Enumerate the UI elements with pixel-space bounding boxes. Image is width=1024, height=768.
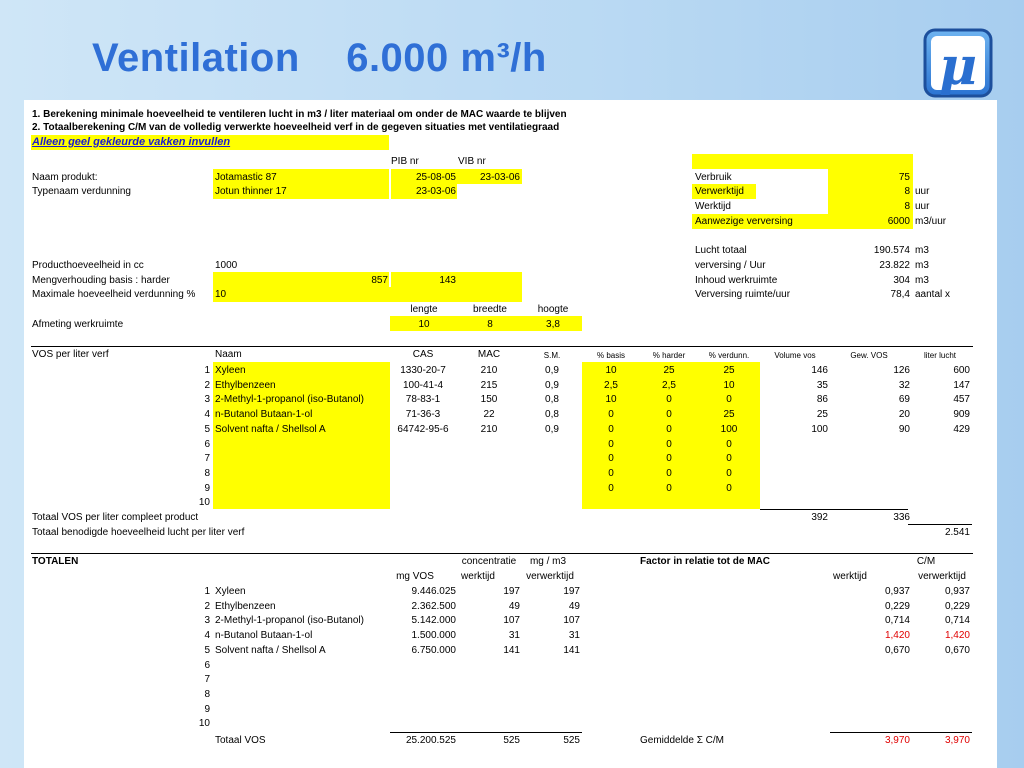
section-divider <box>31 553 973 554</box>
aanwezig-unit: m3/uur <box>915 216 947 227</box>
vos-row-number: 9 <box>204 482 210 494</box>
totalen-row-number: 1 <box>204 586 210 597</box>
total-line <box>456 732 522 733</box>
totalen-row-werktijd: 107 <box>503 615 520 627</box>
vos-col-naam: Naam <box>215 349 242 360</box>
vos-row-naam: n-Butanol Butaan-1-ol <box>215 409 313 421</box>
hoogte-label: hoogte <box>537 304 569 315</box>
totalen-row-mgvos: 1.500.000 <box>411 630 456 642</box>
totalen-row-cm-verwerktijd: 0,714 <box>944 615 970 627</box>
vos-row-mac: 215 <box>480 379 498 391</box>
vos-row-sm: 0,9 <box>545 365 559 376</box>
werktijd-label: Werktijd <box>695 201 731 212</box>
instruction-note: Alleen geel gekleurde vakken invullen <box>32 136 231 148</box>
vos-row-gew: 126 <box>893 365 910 376</box>
totalen-row-cm-verwerktijd: 0,670 <box>944 644 970 656</box>
lucht-totaal-unit: m3 <box>915 245 929 256</box>
totalen-row-mgvos: 5.142.000 <box>411 615 456 627</box>
vos-row-sm: 0,8 <box>545 409 559 421</box>
naam-produkt-value[interactable]: Jotamastic 87 <box>215 172 277 183</box>
lucht-totaal-label: Lucht totaal <box>695 245 747 256</box>
inhoud-unit: m3 <box>915 275 929 286</box>
vos-row-verdunn: 100 <box>720 423 738 435</box>
vos-row-harder: 2,5 <box>662 379 676 391</box>
totalen-row-cm-werktijd: 0,937 <box>884 586 910 597</box>
vos-row-basis: 0 <box>608 467 614 479</box>
right-top-highlight <box>692 154 913 169</box>
vos-row-number: 7 <box>204 453 210 465</box>
vos-row-number: 5 <box>204 423 210 435</box>
vos-row-number: 10 <box>198 497 210 509</box>
verversing-uur-label: verversing / Uur <box>695 260 766 271</box>
totalen-row-verwerktijd: 197 <box>563 586 580 597</box>
totalen-row-number: 3 <box>204 615 210 627</box>
typenaam-value[interactable]: Jotun thinner 17 <box>215 186 287 197</box>
vos-row-basis: 0 <box>608 482 614 494</box>
vos-col-verdunn: % verdunn. <box>708 351 750 360</box>
verwerktijd-unit: uur <box>915 186 930 197</box>
vos-row-liter: 429 <box>953 423 970 435</box>
vos-row-harder: 0 <box>666 482 672 494</box>
blank-cell <box>457 184 522 199</box>
vos-row-harder: 0 <box>666 467 672 479</box>
totalen-title: TOTALEN <box>32 556 79 567</box>
total-line <box>760 509 830 510</box>
vos-col-cas: CAS <box>412 349 434 360</box>
vos-row-liter: 909 <box>953 409 970 421</box>
vos-row-verdunn: 0 <box>726 467 732 479</box>
max-verdunning-value[interactable]: 10 <box>215 289 227 300</box>
vos-row-mac: 210 <box>480 365 498 376</box>
vos-row-naam: Xyleen <box>215 365 246 376</box>
totalen-row-naam: 2-Methyl-1-propanol (iso-Butanol) <box>215 615 364 627</box>
vos-row-mac: 210 <box>480 423 498 435</box>
totalen-row-cm-werktijd: 0,670 <box>884 644 910 656</box>
vos-totaal-gew: 336 <box>893 512 910 523</box>
ruimte-uur-label: Verversing ruimte/uur <box>695 289 791 300</box>
totalen-row-mgvos: 9.446.025 <box>411 586 456 597</box>
vos-totaal-volume: 392 <box>811 512 828 523</box>
slide-title: Ventilation 6.000 m³/h <box>92 36 547 80</box>
totalen-cm-label: C/M <box>916 556 936 567</box>
totalen-row-mgvos: 6.750.000 <box>411 644 456 656</box>
totalen-row-mgvos: 2.362.500 <box>411 600 456 612</box>
totaal-vos-mg: 25.200.525 <box>405 735 456 746</box>
vos-row-number: 6 <box>204 438 210 450</box>
vos-row-basis: 0 <box>608 409 614 421</box>
vos-row-gew: 69 <box>898 394 910 406</box>
lengte-value[interactable]: 10 <box>418 319 430 330</box>
totalen-cm-werktijd-label: werktijd <box>833 571 867 582</box>
lengte-label: lengte <box>410 304 438 315</box>
producthoeveelheid-label: Producthoeveelheid in cc <box>32 260 144 271</box>
vos-row-harder: 0 <box>666 409 672 421</box>
vib-label: VIB nr <box>458 156 486 167</box>
vos-row-number: 1 <box>204 365 210 376</box>
vos-row-liter: 600 <box>953 365 970 376</box>
gemiddelde-label: Gemiddelde Σ C/M <box>640 735 724 746</box>
totalen-row-verwerktijd: 31 <box>568 630 580 642</box>
vos-row-cas: 71-36-3 <box>405 409 441 421</box>
vos-row-basis: 2,5 <box>604 379 618 391</box>
vos-row-volume: 86 <box>816 394 828 406</box>
vos-row-volume: 146 <box>811 365 828 376</box>
verwerktijd-value[interactable]: 8 <box>904 186 910 197</box>
vos-col-mac: MAC <box>477 349 501 360</box>
benodigd-value: 2.541 <box>944 527 970 538</box>
totalen-row-number: 8 <box>204 688 210 700</box>
totalen-row-cm-werktijd: 0,714 <box>884 615 910 627</box>
vos-row-cas: 78-83-1 <box>405 394 441 406</box>
totalen-factor-label: Factor in relatie tot de MAC <box>640 556 771 567</box>
vos-row-naam: Solvent nafta / Shellsol A <box>215 423 326 435</box>
vos-row-gew: 90 <box>898 423 910 435</box>
aanwezig-value[interactable]: 6000 <box>887 216 910 227</box>
verversing-uur-value: 23.822 <box>879 260 910 271</box>
totalen-row-naam: Ethylbenzeen <box>215 600 276 612</box>
vos-row-harder: 0 <box>666 394 672 406</box>
gemiddelde-werktijd: 3,970 <box>884 735 910 746</box>
total-line <box>522 732 582 733</box>
breedte-label: breedte <box>473 304 507 315</box>
totalen-row-naam: n-Butanol Butaan-1-ol <box>215 630 313 642</box>
vos-row-gew: 32 <box>898 379 910 391</box>
naam-vib[interactable]: 23-03-06 <box>479 172 520 183</box>
totalen-row-number: 4 <box>204 630 210 642</box>
ruimte-uur-unit: aantal x <box>915 289 951 300</box>
mu-logo-icon <box>922 27 994 99</box>
vos-row-naam: Ethylbenzeen <box>215 379 276 391</box>
totalen-row-verwerktijd: 107 <box>563 615 580 627</box>
totalen-row-number: 9 <box>204 703 210 715</box>
vos-row-sm: 0,9 <box>545 379 559 391</box>
vos-row-harder: 0 <box>666 423 672 435</box>
vos-row-number: 8 <box>204 467 210 479</box>
vos-row-volume: 100 <box>811 423 828 435</box>
verbruik-label: Verbruik <box>695 172 732 183</box>
pib-label: PIB nr <box>391 156 419 167</box>
vos-row-number: 2 <box>204 379 210 391</box>
vos-row-number: 3 <box>204 394 210 406</box>
totaal-vos-wt: 525 <box>503 735 520 746</box>
totalen-verwerktijd-label: verwerktijd <box>526 571 574 582</box>
total-line <box>830 509 908 510</box>
vos-row-basis: 0 <box>608 453 614 465</box>
totalen-row-number: 6 <box>204 659 210 671</box>
vos-row-mac: 150 <box>480 394 498 406</box>
typenaam-pib[interactable]: 23-03-06 <box>415 186 456 197</box>
inhoud-label: Inhoud werkruimte <box>695 275 778 286</box>
logo-glyph: μ <box>938 36 978 97</box>
totalen-row-number: 10 <box>198 718 210 730</box>
meng-basis[interactable]: 857 <box>371 275 388 286</box>
vos-row-mac: 22 <box>483 409 495 421</box>
verversing-uur-unit: m3 <box>915 260 929 271</box>
breedte-value[interactable]: 8 <box>487 319 493 330</box>
spreadsheet <box>24 100 997 768</box>
totalen-row-werktijd: 31 <box>508 630 520 642</box>
vos-row-basis: 0 <box>608 423 614 435</box>
totalen-row-werktijd: 49 <box>508 600 520 612</box>
header-line-1: 1. Berekening minimale hoeveelheid te ventileren lucht in m3 / liter materiaal om onder de MAC waarde te blijven <box>32 109 567 120</box>
gemiddelde-verwerktijd: 3,970 <box>944 735 970 746</box>
total-line <box>908 732 972 733</box>
vos-col-gew: Gew. VOS <box>850 351 888 360</box>
vos-row-sm: 0,9 <box>545 423 559 435</box>
header-line-2: 2. Totaalberekening C/M van de volledig verwerkte hoeveelheid verf in de gegeven situaties met ventilatiegraad <box>32 122 560 133</box>
naam-pib[interactable]: 25-08-05 <box>415 172 456 183</box>
totalen-werktijd-label: werktijd <box>461 571 495 582</box>
vos-row-cas: 1330-20-7 <box>400 365 446 376</box>
vos-row-harder: 0 <box>666 453 672 465</box>
benodigd-label: Totaal benodigde hoeveelheid lucht per liter verf <box>32 527 245 538</box>
vos-row-basis: 10 <box>605 365 617 376</box>
vos-row-verdunn: 25 <box>723 409 735 421</box>
total-line <box>830 732 908 733</box>
vos-row-naam: 2-Methyl-1-propanol (iso-Butanol) <box>215 394 364 406</box>
typenaam-label: Typenaam verdunning <box>32 186 131 197</box>
vos-row-liter: 457 <box>953 394 970 406</box>
vos-row-verdunn: 10 <box>723 379 735 391</box>
meng-harder[interactable]: 143 <box>439 275 456 286</box>
vos-row-verdunn: 0 <box>726 394 732 406</box>
cell-gap <box>389 272 391 287</box>
vos-row-basis: 10 <box>605 394 617 406</box>
totaal-vos-label: Totaal VOS <box>215 735 266 746</box>
vos-row-volume: 35 <box>816 379 828 391</box>
vos-row-verdunn: 0 <box>726 453 732 465</box>
vos-col-volume: Volume vos <box>774 351 816 360</box>
totalen-mgm3-label: mg / m3 <box>529 556 567 567</box>
totalen-row-number: 5 <box>204 644 210 656</box>
totalen-row-verwerktijd: 141 <box>563 644 580 656</box>
vos-row-cas: 64742-95-6 <box>397 423 449 435</box>
totalen-conc-label: concentratie <box>461 556 517 567</box>
totalen-row-naam: Xyleen <box>215 586 246 597</box>
total-line <box>908 524 972 525</box>
vos-col-sm: S.M. <box>543 351 561 360</box>
vos-row-basis: 0 <box>608 438 614 450</box>
verbruik-value[interactable]: 75 <box>898 172 910 183</box>
verwerktijd-label: Verwerktijd <box>695 186 744 197</box>
totalen-row-cm-verwerktijd: 0,229 <box>944 600 970 612</box>
vos-title: VOS per liter verf <box>32 349 109 360</box>
vos-row-harder: 0 <box>666 438 672 450</box>
total-line <box>390 732 456 733</box>
inhoud-value: 304 <box>893 275 910 286</box>
totalen-row-werktijd: 141 <box>503 644 520 656</box>
lucht-totaal-value: 190.574 <box>873 245 910 256</box>
totalen-row-werktijd: 197 <box>503 586 520 597</box>
totalen-row-cm-werktijd: 1,420 <box>884 630 910 642</box>
vos-row-volume: 25 <box>816 409 828 421</box>
werktijd-unit: uur <box>915 201 930 212</box>
vos-row-number: 4 <box>204 409 210 421</box>
vos-row-verdunn: 25 <box>723 365 735 376</box>
totalen-row-cm-verwerktijd: 1,420 <box>944 630 970 642</box>
totalen-row-cm-werktijd: 0,229 <box>884 600 910 612</box>
vos-col-basis: % basis <box>596 351 625 360</box>
vos-row-gew: 20 <box>898 409 910 421</box>
afmeting-label: Afmeting werkruimte <box>32 319 124 330</box>
section-divider <box>31 346 973 347</box>
vos-row-verdunn: 0 <box>726 482 732 494</box>
vos-row-verdunn: 0 <box>726 438 732 450</box>
vos-col-harder: % harder <box>652 351 686 360</box>
aanwezig-label: Aanwezige verversing <box>695 216 793 227</box>
totaal-vos-vwt: 525 <box>563 735 580 746</box>
werktijd-value[interactable]: 8 <box>904 201 910 212</box>
max-verdunning-label: Maximale hoeveelheid verdunning % <box>32 289 196 300</box>
totalen-row-number: 7 <box>204 674 210 686</box>
vos-totaal-label: Totaal VOS per liter compleet product <box>32 512 199 523</box>
ruimte-uur-value: 78,4 <box>890 289 910 300</box>
vos-row-liter: 147 <box>953 379 970 391</box>
hoogte-value[interactable]: 3,8 <box>546 319 560 330</box>
vos-col-liter: liter lucht <box>923 351 956 360</box>
vos-row-harder: 25 <box>663 365 675 376</box>
naam-produkt-label: Naam produkt: <box>32 172 98 183</box>
vos-row-cas: 100-41-4 <box>402 379 444 391</box>
totalen-row-naam: Solvent nafta / Shellsol A <box>215 644 326 656</box>
totalen-row-number: 2 <box>204 600 210 612</box>
totalen-cm-verwerktijd-label: verwerktijd <box>918 571 966 582</box>
mengverhouding-label: Mengverhouding basis : harder <box>32 275 170 286</box>
totalen-mgvos-label: mg VOS <box>396 571 434 582</box>
totalen-row-verwerktijd: 49 <box>568 600 580 612</box>
totalen-row-cm-verwerktijd: 0,937 <box>944 586 970 597</box>
vos-row-sm: 0,8 <box>545 394 559 406</box>
producthoeveelheid-value[interactable]: 1000 <box>215 260 238 271</box>
